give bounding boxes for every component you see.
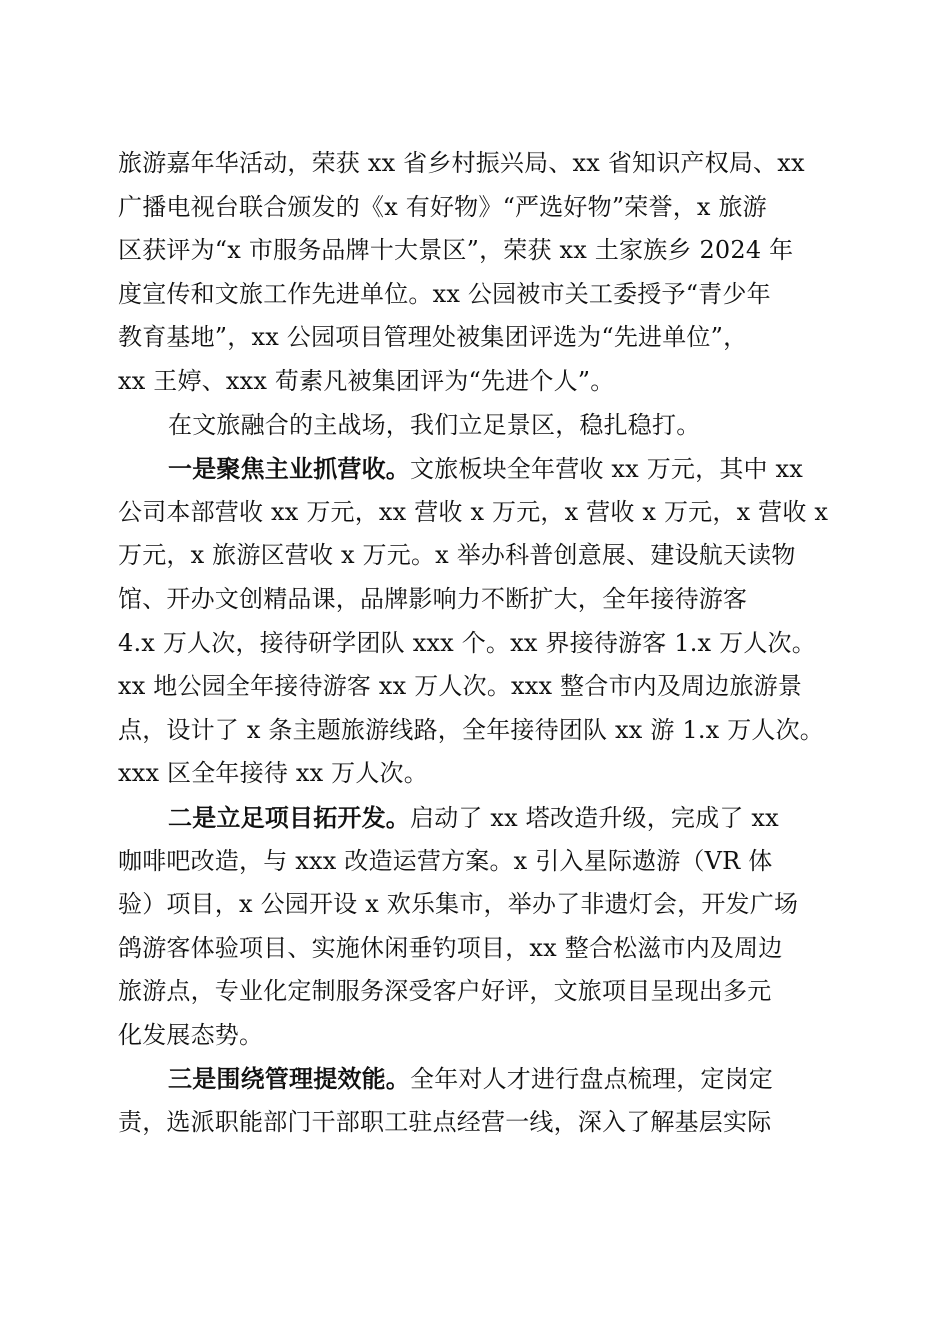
text-line: 验）项目，x 公园开设 x 欢乐集市，举办了非遗灯会，开发广场 bbox=[118, 890, 799, 919]
text-line: xx 地公园全年接待游客 xx 万人次。xxx 整合市内及周边旅游景 bbox=[118, 672, 803, 701]
paragraph-text: 启动了 xx 塔改造升级，完成了 xx bbox=[410, 803, 779, 832]
document-body bbox=[118, 142, 832, 1145]
paragraph-two-first-line bbox=[118, 796, 832, 840]
text-line: 万元，x 旅游区营收 x 万元。x 举办科普创意展、建设航天读物 bbox=[118, 541, 796, 570]
text-line: 咖啡吧改造，与 xxx 改造运营方案。x 引入星际遨游（VR 体 bbox=[118, 846, 773, 875]
paragraph-text: 全年对人才进行盘点梳理，定岗定 bbox=[410, 1065, 773, 1094]
text-line: 点，设计了 x 条主题旅游线路，全年接待团队 xx 游 1.x 万人次。 bbox=[118, 715, 825, 744]
text-line: 4.x 万人次，接待研学团队 xxx 个。xx 界接待游客 1.x 万人次。 bbox=[118, 628, 816, 657]
text-line: 旅游点，专业化定制服务深受客户好评，文旅项目呈现出多元 bbox=[118, 977, 772, 1006]
text-line: 旅游嘉年华活动，荣获 xx 省乡村振兴局、xx 省知识产权局、xx bbox=[118, 149, 805, 177]
text-line: 公司本部营收 xx 万元，xx 营收 x 万元，x 营收 x 万元，x 营收 x bbox=[118, 497, 829, 526]
text-line: 鸽游客体验项目、实施休闲垂钓项目，xx 整合松滋市内及周边 bbox=[118, 933, 783, 962]
paragraph-text: 文旅板块全年营收 xx 万元，其中 xx bbox=[410, 455, 804, 484]
text-line: 责，选派职能部门干部职工驻点经营一线，深入了解基层实际 bbox=[118, 1108, 772, 1137]
paragraph-one-first-line bbox=[118, 447, 832, 491]
paragraph-intro-line: 在文旅融合的主战场，我们立足景区，稳扎稳打。 bbox=[168, 410, 701, 439]
text-line: xxx 区全年接待 xx 万人次。 bbox=[118, 759, 428, 788]
paragraph-three-first-line bbox=[118, 1057, 832, 1101]
text-line: 馆、开办文创精品课，品牌影响力不断扩大，全年接待游客 bbox=[118, 584, 748, 613]
text-line: 教育基地”，xx 公园项目管理处被集团评选为“先进单位”， bbox=[118, 323, 748, 352]
text-line: 度宣传和文旅工作先进单位。xx 公园被市关工委授予“青少年 bbox=[118, 279, 771, 308]
paragraph-heading: 二是立足项目拓开发。 bbox=[168, 802, 410, 832]
text-line: xx 王婷、xxx 荀素凡被集团评为“先进个人”。 bbox=[118, 366, 615, 395]
text-line: 化发展态势。 bbox=[118, 1020, 264, 1049]
text-line: 广播电视台联合颁发的《x 有好物》“严选好物”荣誉，x 旅游 bbox=[118, 192, 767, 221]
paragraph-heading: 一是聚焦主业抓营收。 bbox=[168, 454, 410, 484]
text-line: 区获评为“x 市服务品牌十大景区”，荣获 xx 土家族乡 2024 年 bbox=[118, 236, 794, 265]
paragraph-heading: 三是围绕管理提效能。 bbox=[168, 1064, 410, 1094]
